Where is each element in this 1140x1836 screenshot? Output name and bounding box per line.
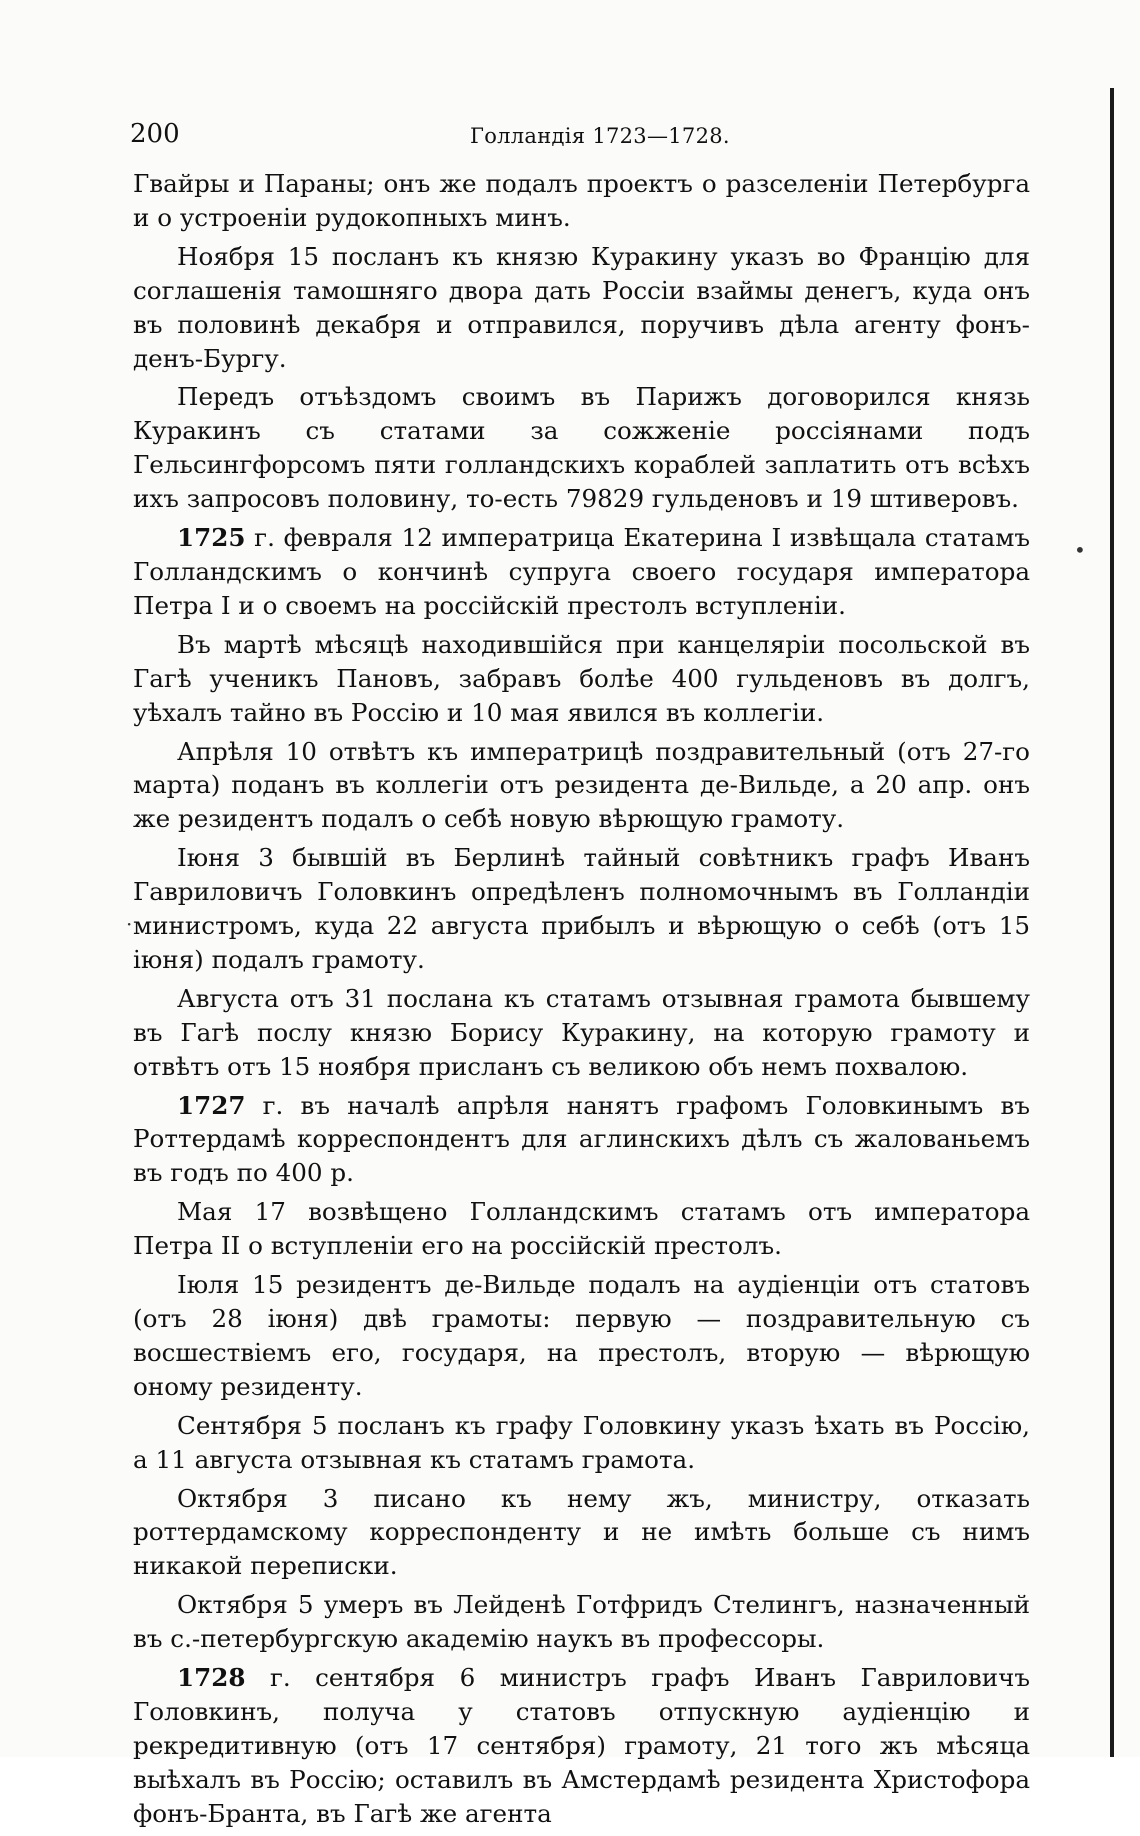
paragraph: Гвайры и Параны; онъ же подалъ проектъ о разселеніи Петербурга и о устроеніи рудокопныхъ минъ. xyxy=(133,169,1030,232)
body-text xyxy=(133,167,1030,1836)
year-heading: 1725 xyxy=(177,523,246,553)
paragraph: Іюля 15 резидентъ де-Вильде подалъ на аудіенціи отъ статовъ (отъ 28 іюня) двѣ грамоты: первую — поздравительную съ восшествіемъ его, государя, на престолъ, вторую — вѣрющую оному резиденту. xyxy=(133,1270,1030,1401)
paragraph: Въ мартѣ мѣсяцѣ находившійся при канцеляріи посольской въ Гагѣ ученикъ Пановъ, забравъ болѣе 400 гульденовъ въ долгъ, уѣхалъ тайно въ Россію и 10 мая явился въ коллегіи. xyxy=(133,629,1030,727)
margin-dot-right: • xyxy=(1074,538,1086,562)
paragraph: Октября 3 писано къ нему жъ, министру, отказать роттердамскому корреспонденту и не имѣть больше съ нимъ никакой переписки. xyxy=(133,1483,1030,1581)
paragraph: Передъ отъѣздомъ своимъ въ Парижъ договорился князь Куракинъ съ статами за сожженіе россіянами подъ Гельсингфорсомъ пяти голландскихъ кораблей заплатить отъ всѣхъ ихъ запросовъ половину, то-есть 79829 гульденовъ и 19 штиверовъ. xyxy=(133,382,1030,514)
year-heading: 1727 xyxy=(177,1090,246,1120)
paragraph: Августа отъ 31 послана къ статамъ отзывная грамота бывшему въ Гагѣ послу князю Борису Куракину, на которую грамоту и отвѣтъ отъ 15 ноября присланъ съ великою объ немъ похвалою. xyxy=(133,983,1030,1081)
paragraph: Ноября 15 посланъ къ князю Куракину указъ во Францію для соглашенія тамошняго двора дать Россіи взаймы денегъ, куда онъ въ половинѣ декабря и отправился, поручивъ дѣла агенту фонъ-денъ-Бургу. xyxy=(133,241,1030,373)
paragraph: 1725 г. февраля 12 императрица Екатерина I извѣщала статамъ Голландскимъ о кончинѣ супруга своего государя императора Петра I и о своемъ на россійскій престолъ вступленіи. xyxy=(133,523,1030,620)
year-heading: 1728 xyxy=(177,1663,246,1693)
paragraph: Октября 5 умеръ въ Лейденѣ Готфридъ Стелингъ, назначенный въ с.-петербургскую академію наукъ въ профессоры. xyxy=(133,1590,1030,1654)
page-header xyxy=(130,118,1030,158)
paragraph: Іюня 3 бывшій въ Берлинѣ тайный совѣтникъ графъ Иванъ Гавриловичъ Головкинъ опредѣленъ полномочнымъ въ Голландіи министромъ, куда 22 августа прибылъ и вѣрющую о себѣ (отъ 15 іюня) подалъ грамоту. xyxy=(133,843,1030,974)
paragraph: 1728 г. сентября 6 министръ графъ Иванъ Гавриловичъ Головкинъ, получа у статовъ отпускную аудіенцію и рекредитивную (отъ 17 сентября) грамоту, 21 того жъ мѣсяца выѣхалъ въ Россію; оставилъ въ Амстердамѣ резидента Христофора фонъ-Бранта, въ Гагѣ же агента xyxy=(133,1663,1030,1828)
page-number: 200 xyxy=(130,119,180,149)
margin-dot-left: · xyxy=(126,912,133,936)
paragraph: Апрѣля 10 отвѣтъ къ императрицѣ поздравительный (отъ 27-го марта) поданъ въ коллегіи отъ резидента де-Вильде, а 20 апр. онъ же резидентъ подалъ о себѣ новую вѣрющую грамоту. xyxy=(133,736,1030,834)
paragraph: Мая 17 возвѣщено Голландскимъ статамъ отъ императора Петра II о вступленіи его на россійскій престолъ. xyxy=(133,1197,1030,1261)
paragraph: 1727 г. въ началѣ апрѣля нанятъ графомъ Головкинымъ въ Роттердамѣ корреспондентъ для аглинскихъ дѣлъ съ жалованьемъ въ годъ по 400 р. xyxy=(133,1090,1030,1188)
paragraph: Сентября 5 посланъ къ графу Головкину указъ ѣхать въ Россію, а 11 августа отзывная къ статамъ грамота. xyxy=(133,1410,1030,1474)
running-title: Голландія 1723—1728. xyxy=(470,124,730,148)
scan-edge-line xyxy=(1110,88,1114,1757)
